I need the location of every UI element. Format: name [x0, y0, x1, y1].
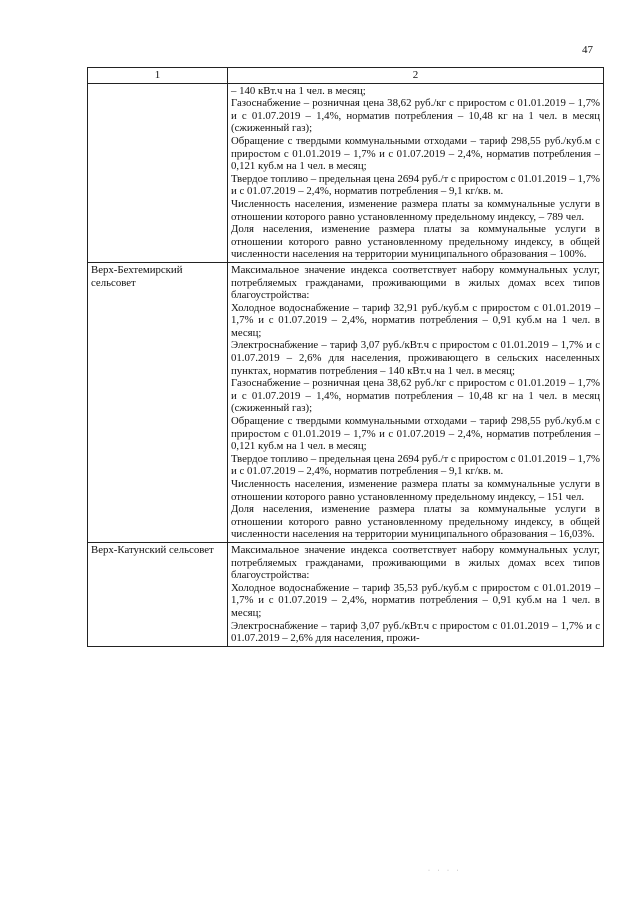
description-cell — [228, 262, 604, 542]
paragraph: Холодное водоснабжение – тариф 32,91 руб./куб.м с приростом с 01.01.2019 – 1,7% и с 01.07.2019 – 2,4%, норматив потребления – 0,91 куб.м на 1 чел. в месяц; — [231, 301, 600, 339]
column-header-2: 2 — [228, 68, 604, 84]
paragraph: Численность населения, изменение размера платы за коммунальные услуги в отношении которого равно установленному предельному индексу, – 151 чел. — [231, 478, 600, 503]
paragraph: Обращение с твердыми коммунальными отходами – тариф 298,55 руб./куб.м с приростом с 01.01.2019 – 1,7% и с 01.07.2019 – 2,4%, норматив потребления – 0,121 куб.м на 1 чел. в месяц; — [231, 415, 600, 453]
table-row — [88, 262, 604, 542]
paragraph: Максимальное значение индекса соответствует набору коммунальных услуг, потребляемых гражданами, проживающими в жилых домах всех типов благоустройства: — [231, 263, 600, 302]
paragraph: Холодное водоснабжение – тариф 35,53 руб./куб.м с приростом с 01.01.2019 – 1,7% и с 01.07.2019 – 2,4%, норматив потребления – 0,91 куб.м на 1 чел. в месяц; — [231, 581, 600, 619]
paragraph: Максимальное значение индекса соответствует набору коммунальных услуг, потребляемых гражданами, проживающими в жилых домах всех типов благоустройства: — [231, 543, 600, 582]
table-header-row — [88, 68, 604, 84]
paragraph: – 140 кВт.ч на 1 чел. в месяц; — [231, 84, 366, 97]
document-table — [87, 67, 604, 647]
region-name-cell: Верх-Бехтемирский сельсовет — [88, 262, 228, 542]
paragraph: Твердое топливо – предельная цена 2694 руб./т с приростом с 01.01.2019 – 1,7% и с 01.07.2019 – 2,4%, норматив потребления – 9,1 кг/кв. м. — [231, 172, 600, 198]
paragraph: Обращение с твердыми коммунальными отходами – тариф 298,55 руб./куб.м с приростом с 01.01.2019 – 1,7% и с 01.07.2019 – 2,4%, норматив потребления – 0,121 куб.м на 1 чел. в месяц; — [231, 134, 600, 173]
paragraph: Доля населения, изменение размера платы за коммунальные услуги в отношении которого равно установленному предельному индексу, в общей численности населения на территории муниципального образования – 16,03%. — [231, 503, 600, 541]
description-cell — [228, 83, 604, 262]
paragraph: Электроснабжение – тариф 3,07 руб./кВт.ч с приростом с 01.01.2019 – 1,7% и с 01.07.2019 – 2,6% для населения, проживающего в сельских населенных пунктах, норматив потребления – 140 кВт.ч на 1 чел. в месяц; — [231, 339, 600, 377]
paragraph: Газоснабжение – розничная цена 38,62 руб./кг с приростом с 01.01.2019 – 1,7% и с 01.07.2019 – 1,4%, норматив потребления – 10,48 кг на 1 чел. в месяц (сжиженный газ); — [231, 97, 600, 135]
paragraph: Газоснабжение – розничная цена 38,62 руб./кг с приростом с 01.01.2019 – 1,7% и с 01.07.2019 – 1,4%, норматив потребления – 10,48 кг на 1 чел. в месяц (сжиженный газ); — [231, 377, 600, 415]
paragraph: Твердое топливо – предельная цена 2694 руб./т с приростом с 01.01.2019 – 1,7% и с 01.07.2019 – 2,4%, норматив потребления – 9,1 кг/кв. м. — [231, 452, 600, 478]
table-row — [88, 83, 604, 262]
column-header-1: 1 — [88, 68, 228, 84]
region-name-cell: Верх-Катунский сельсовет — [88, 542, 228, 646]
table-row — [88, 542, 604, 646]
page-number: 47 — [582, 44, 593, 56]
paragraph: Численность населения, изменение размера платы за коммунальные услуги в отношении которого равно установленному предельному индексу, – 789 чел. — [231, 197, 600, 223]
region-name-cell — [88, 83, 228, 262]
paragraph: Доля населения, изменение размера платы за коммунальные услуги в отношении которого равно установленному предельному индексу, в общей численности населения на территории муниципального образования – 100%. — [231, 223, 600, 261]
table-body — [88, 83, 604, 646]
description-cell — [228, 542, 604, 646]
paragraph: Электроснабжение – тариф 3,07 руб./кВт.ч с приростом с 01.01.2019 – 1,7% и с 01.07.2019 – 2,6% для населения, прожи- — [231, 619, 600, 645]
scan-noise: · · · · — [428, 868, 462, 874]
